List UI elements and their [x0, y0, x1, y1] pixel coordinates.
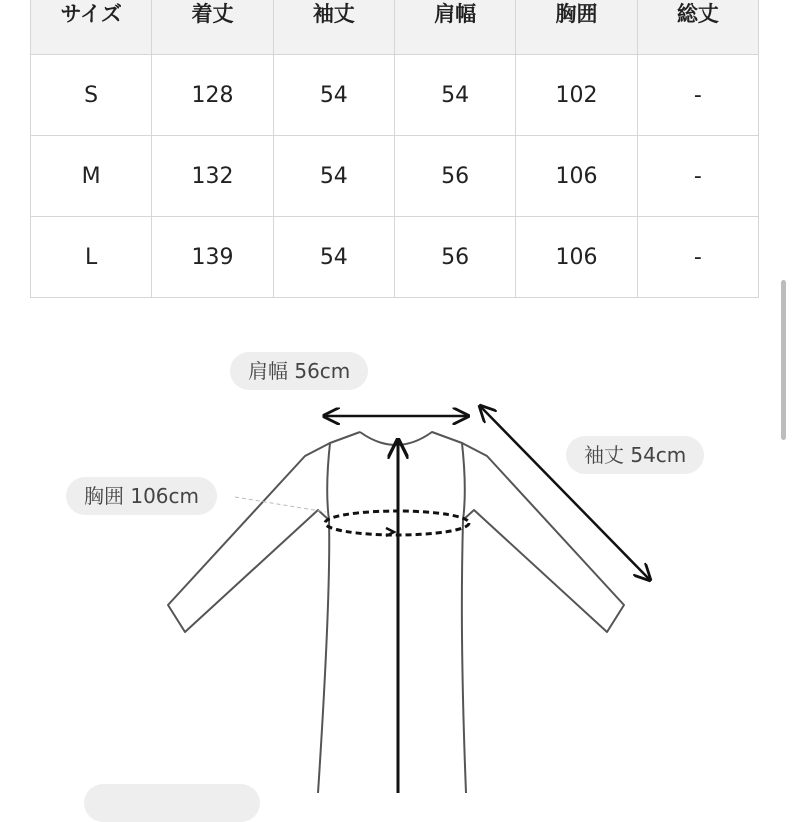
cell-chest: 106	[516, 136, 637, 217]
header-total-length: 総丈	[637, 0, 758, 55]
cell-total-length: -	[637, 136, 758, 217]
chest-leader-line	[235, 497, 326, 512]
header-sleeve: 袖丈	[273, 0, 394, 55]
header-size: サイズ	[31, 0, 152, 55]
shoulder-width-label: 肩幅 56cm	[230, 352, 368, 390]
cell-shoulder: 56	[394, 136, 515, 217]
cell-total-length: -	[637, 217, 758, 298]
chest-label: 胸囲 106cm	[66, 477, 217, 515]
cell-chest: 102	[516, 55, 637, 136]
cell-shoulder: 56	[394, 217, 515, 298]
cell-size: M	[31, 136, 152, 217]
partial-label-bottom	[84, 784, 260, 822]
cell-sleeve: 54	[273, 55, 394, 136]
header-chest: 胸囲	[516, 0, 637, 55]
cell-length: 128	[152, 55, 273, 136]
left-sleeve-outline	[168, 443, 330, 632]
cell-sleeve: 54	[273, 217, 394, 298]
cell-size: S	[31, 55, 152, 136]
dress-body-outline	[318, 432, 466, 793]
sleeve-length-label: 袖丈 54cm	[566, 436, 704, 474]
cell-length: 139	[152, 217, 273, 298]
chest-arrow-tip	[386, 528, 394, 536]
cell-sleeve: 54	[273, 136, 394, 217]
dress-outline	[168, 432, 624, 793]
sleeve-arrow	[480, 406, 650, 580]
header-length: 着丈	[152, 0, 273, 55]
cell-shoulder: 54	[394, 55, 515, 136]
header-shoulder: 肩幅	[394, 0, 515, 55]
cell-chest: 106	[516, 217, 637, 298]
cell-size: L	[31, 217, 152, 298]
cell-total-length: -	[637, 55, 758, 136]
cell-length: 132	[152, 136, 273, 217]
